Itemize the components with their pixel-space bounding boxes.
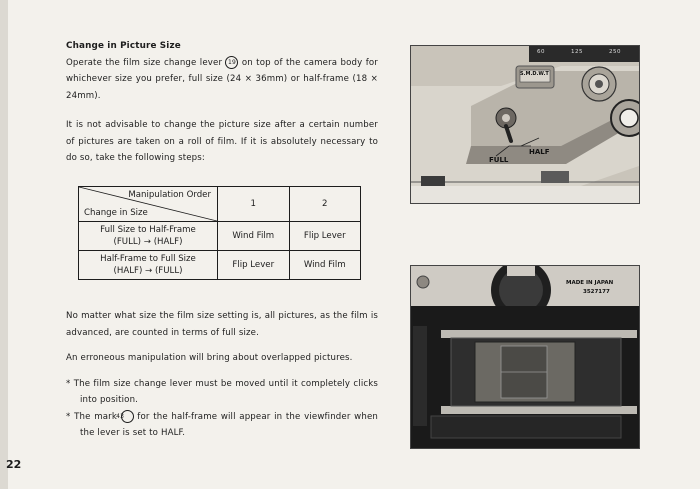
intro-text-a: Operate the film size change lever xyxy=(66,57,223,68)
halfframe-ref-mark: 43 xyxy=(121,410,134,423)
note-click: * The film size change lever must be moved until it completely clicks into position. xyxy=(66,378,378,405)
badge-label: S.M.D.W.T xyxy=(520,71,549,77)
counting-paragraph: No matter what size the film size setting is, all pictures, as the film is advanced, are counted in terms of full size. xyxy=(66,311,378,338)
row-label xyxy=(79,222,218,251)
col-header-2: 2 xyxy=(289,187,361,222)
step1-cell: Wind Film xyxy=(218,222,290,251)
main-text xyxy=(66,38,378,167)
note-mark xyxy=(66,409,378,442)
manipulation-table xyxy=(78,186,361,280)
serial-number: 3527177 xyxy=(583,289,610,295)
advice-paragraph: It is not advisable to change the picture size after a certain number of pictures are taken on a roll of film. If it is absolutely necessary to do so, take the following steps: xyxy=(66,120,378,163)
row-label-line2: (HALF) → (FULL) xyxy=(113,266,183,276)
closing-text xyxy=(66,308,378,442)
row-label xyxy=(79,251,218,280)
intro-text-b: on top of the camera body for whichever size you prefer, full size (24 × 36mm) or half-frame (18 × 24mm). xyxy=(66,57,378,101)
row-label-line2: (FULL) → (HALF) xyxy=(113,237,183,247)
note-mark-text-b: for the half-frame will appear in the viewfinder when the lever is set to HALF. xyxy=(80,411,378,438)
section-heading: Change in Picture Size xyxy=(66,41,181,51)
dial-number-60: 60 xyxy=(537,49,545,55)
dial-number-250: 250 xyxy=(609,49,621,55)
step1-cell: Flip Lever xyxy=(218,251,290,280)
header-manipulation-order: Manipulation Order xyxy=(128,190,211,200)
row-label-line1: Half-Frame to Full Size xyxy=(100,253,196,264)
page-number: 22 xyxy=(6,458,22,471)
half-label: HALF xyxy=(529,148,550,156)
row-label-line1: Full Size to Half-Frame xyxy=(100,224,196,235)
dial-number-125: 125 xyxy=(571,49,583,55)
warning-paragraph: An erroneous manipulation will bring about overlapped pictures. xyxy=(66,353,353,363)
made-in-japan-label: MADE IN JAPAN xyxy=(566,280,614,286)
step2-cell: Wind Film xyxy=(289,251,361,280)
col-header-1: 1 xyxy=(218,187,290,222)
table-row xyxy=(79,251,361,280)
table-row xyxy=(79,222,361,251)
lever-ref-mark: 19 xyxy=(225,56,238,69)
table-header-cell xyxy=(79,187,218,222)
full-label: FULL xyxy=(489,156,509,164)
page-edge xyxy=(0,0,8,489)
intro-paragraph xyxy=(66,55,378,105)
film-gate-photo xyxy=(410,265,640,449)
header-change-in-size: Change in Size xyxy=(84,207,148,218)
note-mark-text-a: * The mark xyxy=(66,411,117,422)
camera-top-illustration xyxy=(411,46,639,203)
camera-top-photo xyxy=(410,45,640,204)
step2-cell: Flip Lever xyxy=(289,222,361,251)
